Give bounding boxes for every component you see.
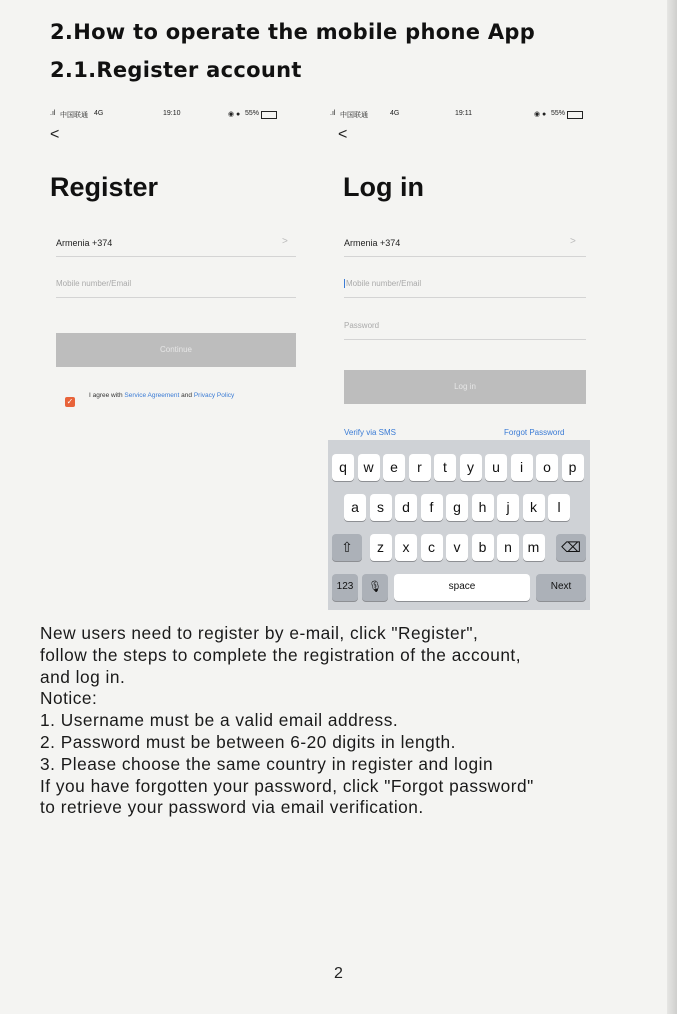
continue-button[interactable]: Continue (56, 333, 296, 367)
account-input[interactable]: Mobile number/Email (56, 279, 132, 288)
instruction-line: If you have forgotten your password, click "Forgot password" (40, 775, 534, 796)
agree-checkbox[interactable]: ✓ (66, 397, 74, 406)
status-bar (50, 110, 320, 122)
key-l[interactable]: l (548, 494, 570, 521)
key-f[interactable]: f (421, 494, 443, 521)
agreement-text (89, 391, 259, 400)
key-b[interactable]: b (472, 534, 494, 561)
key-v[interactable]: v (446, 534, 468, 561)
divider (344, 339, 586, 340)
key-m[interactable]: m (523, 534, 545, 561)
network-label: 4G (94, 110, 104, 117)
delete-key[interactable]: ⌫ (556, 534, 586, 561)
key-z[interactable]: z (370, 534, 392, 561)
key-k[interactable]: k (523, 494, 545, 521)
account-input[interactable]: Mobile number/Email (346, 279, 422, 288)
shift-key[interactable]: ⇧ (332, 534, 362, 561)
key-c[interactable]: c (421, 534, 443, 561)
divider (56, 256, 296, 257)
key-y[interactable]: y (460, 454, 482, 481)
agree-prefix: I agree with (89, 392, 125, 399)
page-number: 2 (334, 965, 343, 982)
battery-label: 55% (245, 110, 260, 117)
key-j[interactable]: j (497, 494, 519, 521)
keyboard (328, 440, 590, 610)
key-i[interactable]: i (511, 454, 533, 481)
page-edge (667, 0, 677, 1014)
battery-icon (261, 111, 277, 119)
notice-label: Notice: (40, 688, 98, 709)
agree-and: and (179, 392, 194, 399)
key-a[interactable]: a (344, 494, 366, 521)
key-q[interactable]: q (332, 454, 354, 481)
key-r[interactable]: r (409, 454, 431, 481)
password-input[interactable]: Password (344, 321, 380, 330)
verify-sms-link[interactable]: Verify via SMS (344, 428, 397, 437)
back-button[interactable]: < (338, 126, 348, 143)
divider (56, 297, 296, 298)
key-s[interactable]: s (370, 494, 392, 521)
signal-icon: .ıl (50, 110, 56, 117)
key-u[interactable]: u (485, 454, 507, 481)
carrier-label: 中国联通 (60, 112, 88, 119)
divider (344, 297, 586, 298)
subsection-heading: 2.1.Register account (50, 58, 302, 82)
carrier-label: 中国联通 (340, 112, 368, 119)
network-label: 4G (390, 110, 400, 117)
forgot-password-link[interactable]: Forgot Password (504, 428, 565, 437)
instruction-line: follow the steps to complete the registration of the account, (40, 644, 522, 665)
next-key[interactable]: Next (536, 574, 586, 601)
instruction-line: New users need to register by e-mail, click "Register", (40, 623, 479, 643)
key-w[interactable]: w (358, 454, 380, 481)
key-n[interactable]: n (497, 534, 519, 561)
key-o[interactable]: o (536, 454, 558, 481)
notice-item: 3. Please choose the same country in register and login (40, 753, 494, 774)
chevron-right-icon: > (570, 236, 576, 247)
key-t[interactable]: t (434, 454, 456, 481)
back-button[interactable]: < (50, 126, 60, 143)
login-button[interactable]: Log in (344, 370, 586, 404)
section-heading: 2.How to operate the mobile phone App (50, 20, 536, 44)
alarm-icon: ◉ ● (228, 111, 241, 118)
notice-item: 2. Password must be between 6-20 digits in length. (40, 731, 456, 752)
battery-icon (567, 111, 583, 119)
battery-label: 55% (551, 110, 566, 117)
space-key[interactable]: space (394, 574, 530, 601)
country-selector[interactable]: Armenia +374 (344, 238, 401, 248)
time-label: 19:11 (455, 110, 472, 117)
instruction-line: to retrieve your password via email verification. (40, 797, 424, 818)
key-x[interactable]: x (395, 534, 417, 561)
key-h[interactable]: h (472, 494, 494, 521)
privacy-policy-link[interactable]: Privacy Policy (193, 392, 235, 399)
country-selector[interactable]: Armenia +374 (56, 238, 113, 248)
key-g[interactable]: g (446, 494, 468, 521)
login-screen (330, 100, 600, 610)
time-label: 19:10 (163, 110, 181, 117)
key-e[interactable]: e (383, 454, 405, 481)
numbers-key[interactable]: 123 (332, 574, 358, 601)
chevron-right-icon: > (282, 236, 288, 247)
login-title: Log in (343, 172, 424, 202)
instructions-text (40, 623, 665, 819)
notice-item: 1. Username must be a valid email address. (40, 710, 399, 731)
alarm-icon: ◉ ● (534, 111, 547, 118)
key-p[interactable]: p (562, 454, 584, 481)
service-agreement-link[interactable]: Service Agreement (124, 392, 180, 399)
signal-icon: .ıl (330, 110, 336, 117)
register-title: Register (50, 172, 159, 202)
status-bar (330, 110, 600, 122)
key-d[interactable]: d (395, 494, 417, 521)
divider (344, 256, 586, 257)
microphone-icon[interactable]: 🎙 (362, 574, 388, 601)
instruction-line: and log in. (40, 666, 126, 687)
register-screen (50, 100, 320, 610)
